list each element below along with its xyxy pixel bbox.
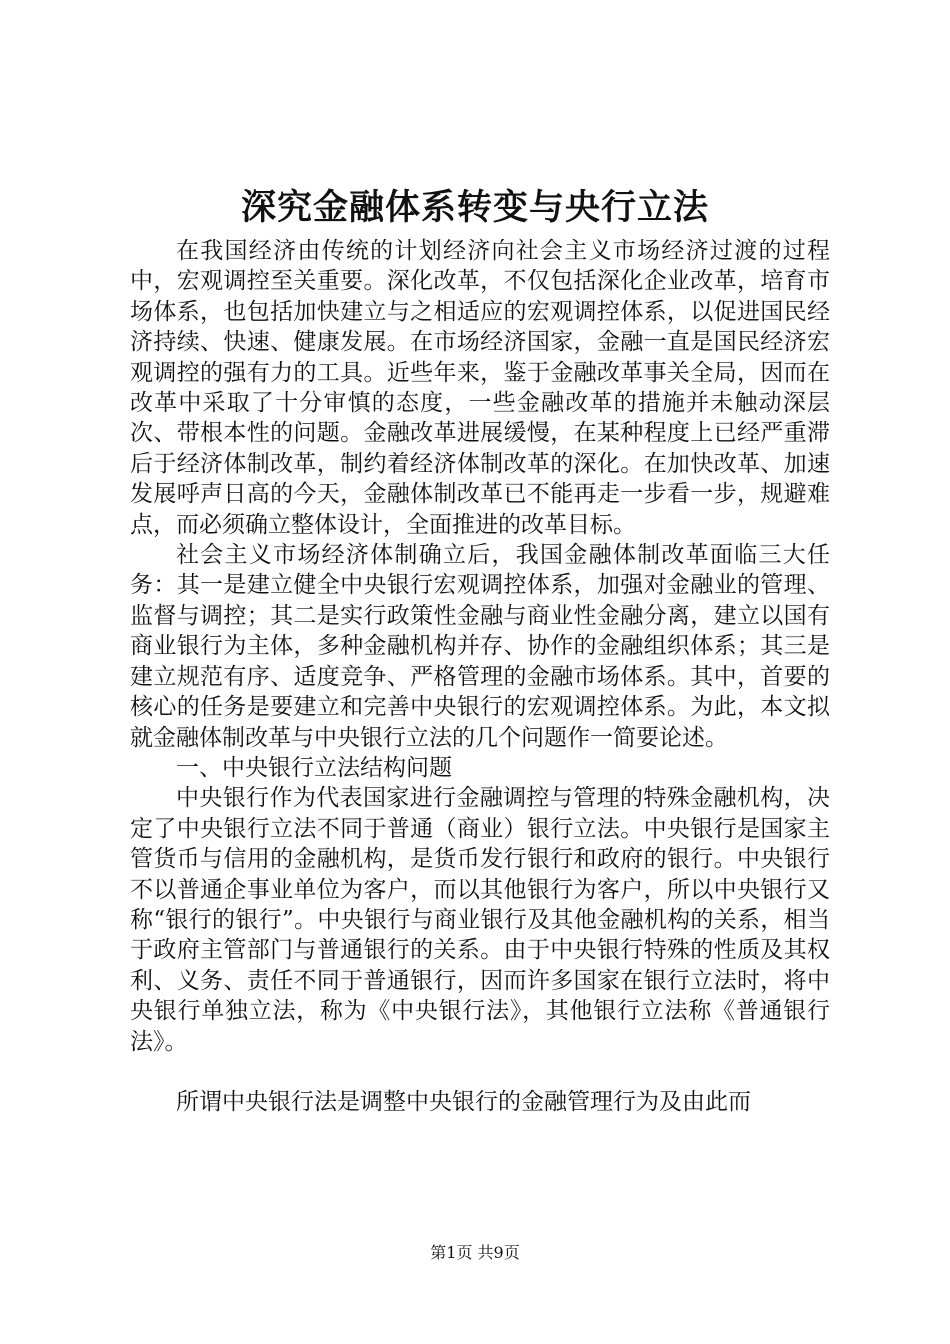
page-footer: 第1页 共9页 bbox=[430, 1243, 520, 1262]
document-body bbox=[130, 236, 830, 1117]
document-title: 深究金融体系转变与央行立法 bbox=[240, 187, 709, 228]
paragraph-tasks: 社会主义市场经济体制确立后，我国金融体制改革面临三大任务：其一是建立健全中央银行宏观调控体系，加强对金融业的管理、监督与调控；其二是实行政策性金融与商业性金融分离，建立以国有商业银行为主体，多种金融机构并存、协作的金融组织体系；其三是建立规范有序、适度竞争、严格管理的金融市场体系。其中，首要的核心的任务是要建立和完善中央银行的宏观调控体系。为此，本文拟就金融体制改革与中央银行立法的几个问题作一简要论述。 bbox=[130, 542, 830, 751]
section-heading: 一、中央银行立法结构问题 bbox=[176, 754, 452, 781]
paragraph-definition: 所谓中央银行法是调整中央银行的金融管理行为及由此而 bbox=[176, 1088, 751, 1115]
paragraph-intro: 在我国经济由传统的计划经济向社会主义市场经济过渡的过程中，宏观调控至关重要。深化改革，不仅包括深化企业改革，培育市场体系，也包括加快建立与之相适应的宏观调控体系，以促进国民经济持续、快速、健康发展。在市场经济国家，金融一直是国民经济宏观调控的强有力的工具。近些年来，鉴于金融改革事关全局，因而在改革中采取了十分审慎的态度，一些金融改革的措施并未触动深层次、带根本性的问题。金融改革进展缓慢，在某种程度上已经严重滞后于经济体制改革，制约着经济体制改革的深化。在加快改革、加速发展呼声日高的今天，金融体制改革已不能再走一步看一步，规避难点，而必须确立整体设计，全面推进的改革目标。 bbox=[130, 238, 830, 538]
paragraph-central-bank: 中央银行作为代表国家进行金融调控与管理的特殊金融机构，决定了中央银行立法不同于普通（商业）银行立法。中央银行是国家主管货币与信用的金融机构，是货币发行银行和政府的银行。中央银行不以普通企事业单位为客户，而以其他银行为客户，所以中央银行又称“银行的银行”。中央银行与商业银行及其他金融机构的关系，相当于政府主管部门与普通银行的关系。由于中央银行特殊的性质及其权利、义务、责任不同于普通银行，因而许多国家在银行立法时，将中央银行单独立法，称为《中央银行法》，其他银行立法称《普通银行法》。 bbox=[130, 785, 830, 1055]
